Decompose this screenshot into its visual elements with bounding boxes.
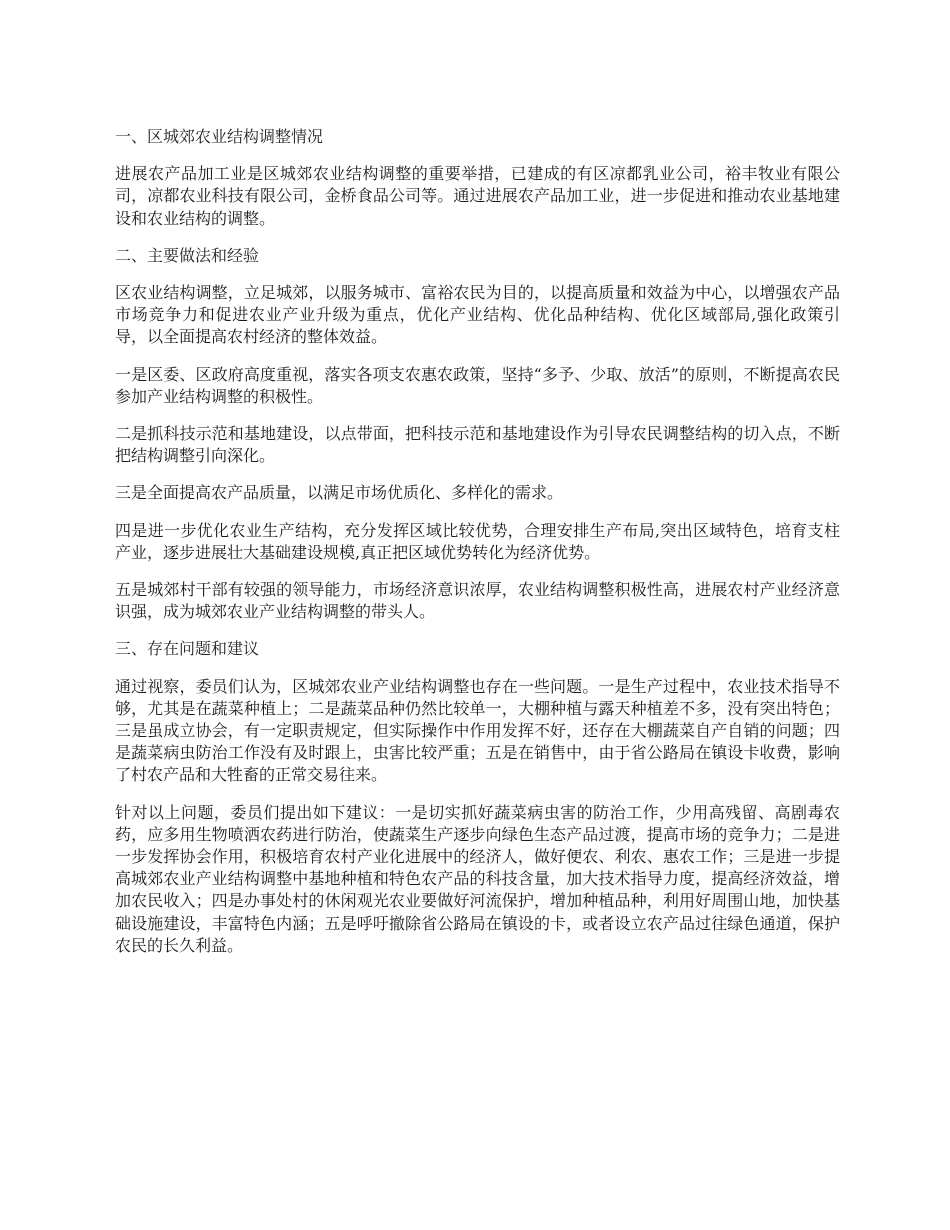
paragraph: 针对以上问题，委员们提出如下建议：一是切实抓好蔬菜病虫害的防治工作，少用高残留、高剧毒农药，应多用生物喷洒农药进行防治，使蔬菜生产逐步向绿色生态产品过渡，提高市场的竞争力；二是进一步发挥协会作用，积极培育农村产业化进展中的经济人，做好便农、利农、惠农工作；三是进一步提高城郊农业产业结构调整中基地种植和特色农产品的科技含量，加大技术指导力度，提高经济效益，增加农民收入；四是办事处村的休闲观光农业要做好河流保护，增加种植品种，利用好周围山地，加快基础设施建设，丰富特色内涵；五是呼吁撤除省公路局在镇设的卡，或者设立农产品过往绿色通道，保护农民的长久利益。 bbox=[115, 802, 840, 955]
section-heading: 三、存在问题和建议 bbox=[115, 639, 260, 659]
paragraph: 三是全面提高农产品质量，以满足市场优质化、多样化的需求。 bbox=[115, 483, 564, 503]
paragraph: 一是区委、区政府高度重视，落实各项支农惠农政策，坚持“多予、少取、放活”的原则，不断提高农民参加产业结构调整的积极性。 bbox=[115, 364, 840, 406]
paragraph: 区农业结构调整，立足城郊，以服务城市、富裕农民为目的，以提高质量和效益为中心，以增强农产品市场竞争力和促进农业产业升级为重点，优化产业结构、优化品种结构、优化区域部局,强化政策引导，以全面提高农村经济的整体效益。 bbox=[115, 283, 840, 347]
paragraph: 通过视察，委员们认为，区城郊农业产业结构调整也存在一些问题。一是生产过程中，农业技术指导不够，尤其是在蔬菜种植上；二是蔬菜品种仍然比较单一，大棚种植与露天种植差不多，没有突出特色；三是虽成立协会，有一定职责规定，但实际操作中作用发挥不好，还存在大棚蔬菜自产自销的问题；四是蔬菜病虫防治工作没有及时跟上，虫害比较严重；五是在销售中，由于省公路局在镇设卡收费，影响了村农产品和大牲畜的正常交易往来。 bbox=[115, 676, 840, 785]
paragraph: 四是进一步优化农业生产结构，充分发挥区域比较优势，合理安排生产布局,突出区域特色，培育支柱产业，逐步进展壮大基础建设规模,真正把区域优势转化为经济优势。 bbox=[115, 520, 840, 562]
paragraph: 五是城郊村干部有较强的领导能力，市场经济意识浓厚，农业结构调整积极性高，进展农村产业经济意识强，成为城郊农业产业结构调整的带头人。 bbox=[115, 580, 840, 622]
section-heading: 二、主要做法和经验 bbox=[115, 245, 260, 265]
paragraph: 二是抓科技示范和基地建设，以点带面，把科技示范和基地建设作为引导农民调整结构的切入点，不断把结构调整引向深化。 bbox=[115, 424, 840, 466]
paragraph: 进展农产品加工业是区城郊农业结构调整的重要举措，已建成的有区凉都乳业公司，裕丰牧业有限公司，凉都农业科技有限公司，金桥食品公司等。通过进展农产品加工业，进一步促进和推动农业基地建设和农业结构的调整。 bbox=[115, 164, 840, 228]
document-body bbox=[115, 126, 840, 972]
section-heading: 一、区城郊农业结构调整情况 bbox=[115, 127, 324, 146]
